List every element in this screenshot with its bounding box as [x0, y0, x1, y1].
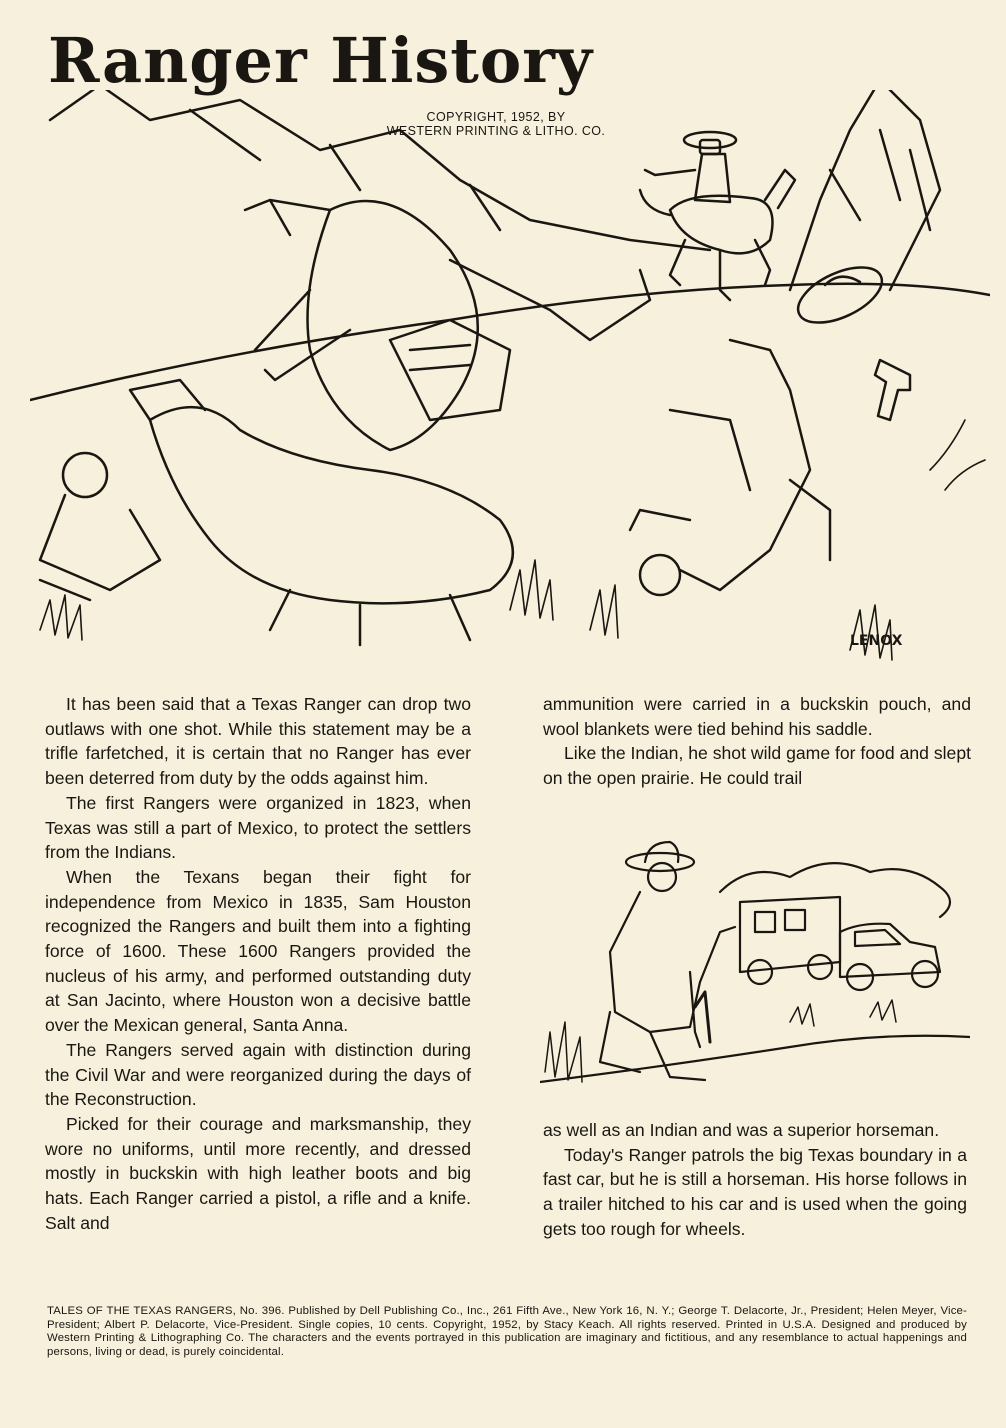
dust-cloud [720, 863, 950, 917]
paragraph: Today's Ranger patrols the big Texas boundary in a fast car, but he is still a horseman. His horse follows in a trailer hitched to his car and is used when the going gets too rough for wheels. [543, 1144, 967, 1239]
ranger-on-horse [640, 132, 795, 300]
paragraph: as well as an Indian and was a superior horseman. [543, 1120, 940, 1140]
paragraph: The first Rangers were organized in 1823, when Texas was still a part of Mexico, to protect the settlers from the Indians. [45, 792, 471, 863]
outlaw-on-ground [40, 453, 160, 600]
paragraph: ammunition were carried in a buckskin pouch, and wool blankets were tied behind his saddle. [543, 694, 971, 739]
fallen-horse [130, 380, 513, 645]
artist-signature: LENOX [850, 633, 903, 649]
rock-cliff [790, 90, 940, 290]
bucking-horse [245, 200, 650, 450]
copyright-line-1: COPYRIGHT, 1952, BY [426, 110, 566, 124]
outlaw-falling [630, 340, 830, 595]
page-title: Ranger History [48, 24, 593, 97]
horse-trailer [740, 897, 840, 984]
mountains [50, 90, 710, 250]
paragraph: Like the Indian, he shot wild game for food and slept on the open prairie. He could trail [543, 743, 971, 789]
prairie-grass [40, 420, 985, 660]
ranger-car-illustration [540, 832, 970, 1094]
dropped-pistol [875, 360, 910, 420]
hillside [30, 284, 990, 400]
car [840, 924, 940, 990]
paragraph: Picked for their courage and marksmanship, they wore no uniforms, until more recently, and dressed mostly in buckskin with high leather boots and big hats. Each Ranger carried a pistol, a rifle and a knife. Salt and [45, 1113, 471, 1233]
paragraph: The Rangers served again with distinction during the Civil War and were reorganized during the days of the Reconstruction. [45, 1039, 471, 1110]
paragraph: When the Texans began their fight for independence from Mexico in 1835, Sam Houston recognized the Rangers and built them into a fighting force of 1600. These 1600 Rangers provided the nucleus of his army, and performed outstanding duty at San Jacinto, where Houston won a decisive battle over the Mexican general, Santa Anna. [45, 866, 471, 1036]
article-column-2-top [543, 692, 971, 791]
desert-plants [545, 1000, 896, 1082]
article-column-1 [45, 692, 471, 1235]
falling-hat [790, 256, 890, 334]
paragraph: It has been said that a Texas Ranger can drop two outlaws with one shot. While this statement may be a trifle farfetched, it is certain that no Ranger has ever been deterred from duty by the odds against him. [45, 694, 471, 789]
ranger-kneeling [600, 842, 735, 1080]
publication-notice: TALES OF THE TEXAS RANGERS, No. 396. Published by Dell Publishing Co., Inc., 261 Fifth Ave., New York 16, N. Y.; George T. Delacorte, Jr., President; Helen Meyer, Vice-President; Albert P. Delacorte, Vice-President. Single copies, 10 cents. Copyright, 1952, by Stacy Keach. All rights reserved. Printed in U.S.A. Designed and produced by Western Printing & Lithographing Co. The characters and the events portrayed in this publication are imaginary and fictitious, and any resemblance to actual happenings and persons, living or dead, is purely coincidental. [47, 1305, 967, 1358]
article-column-2-bottom [543, 1118, 967, 1242]
copyright-line-2: WESTERN PRINTING & LITHO. CO. [386, 124, 606, 138]
main-illustration [30, 90, 990, 670]
